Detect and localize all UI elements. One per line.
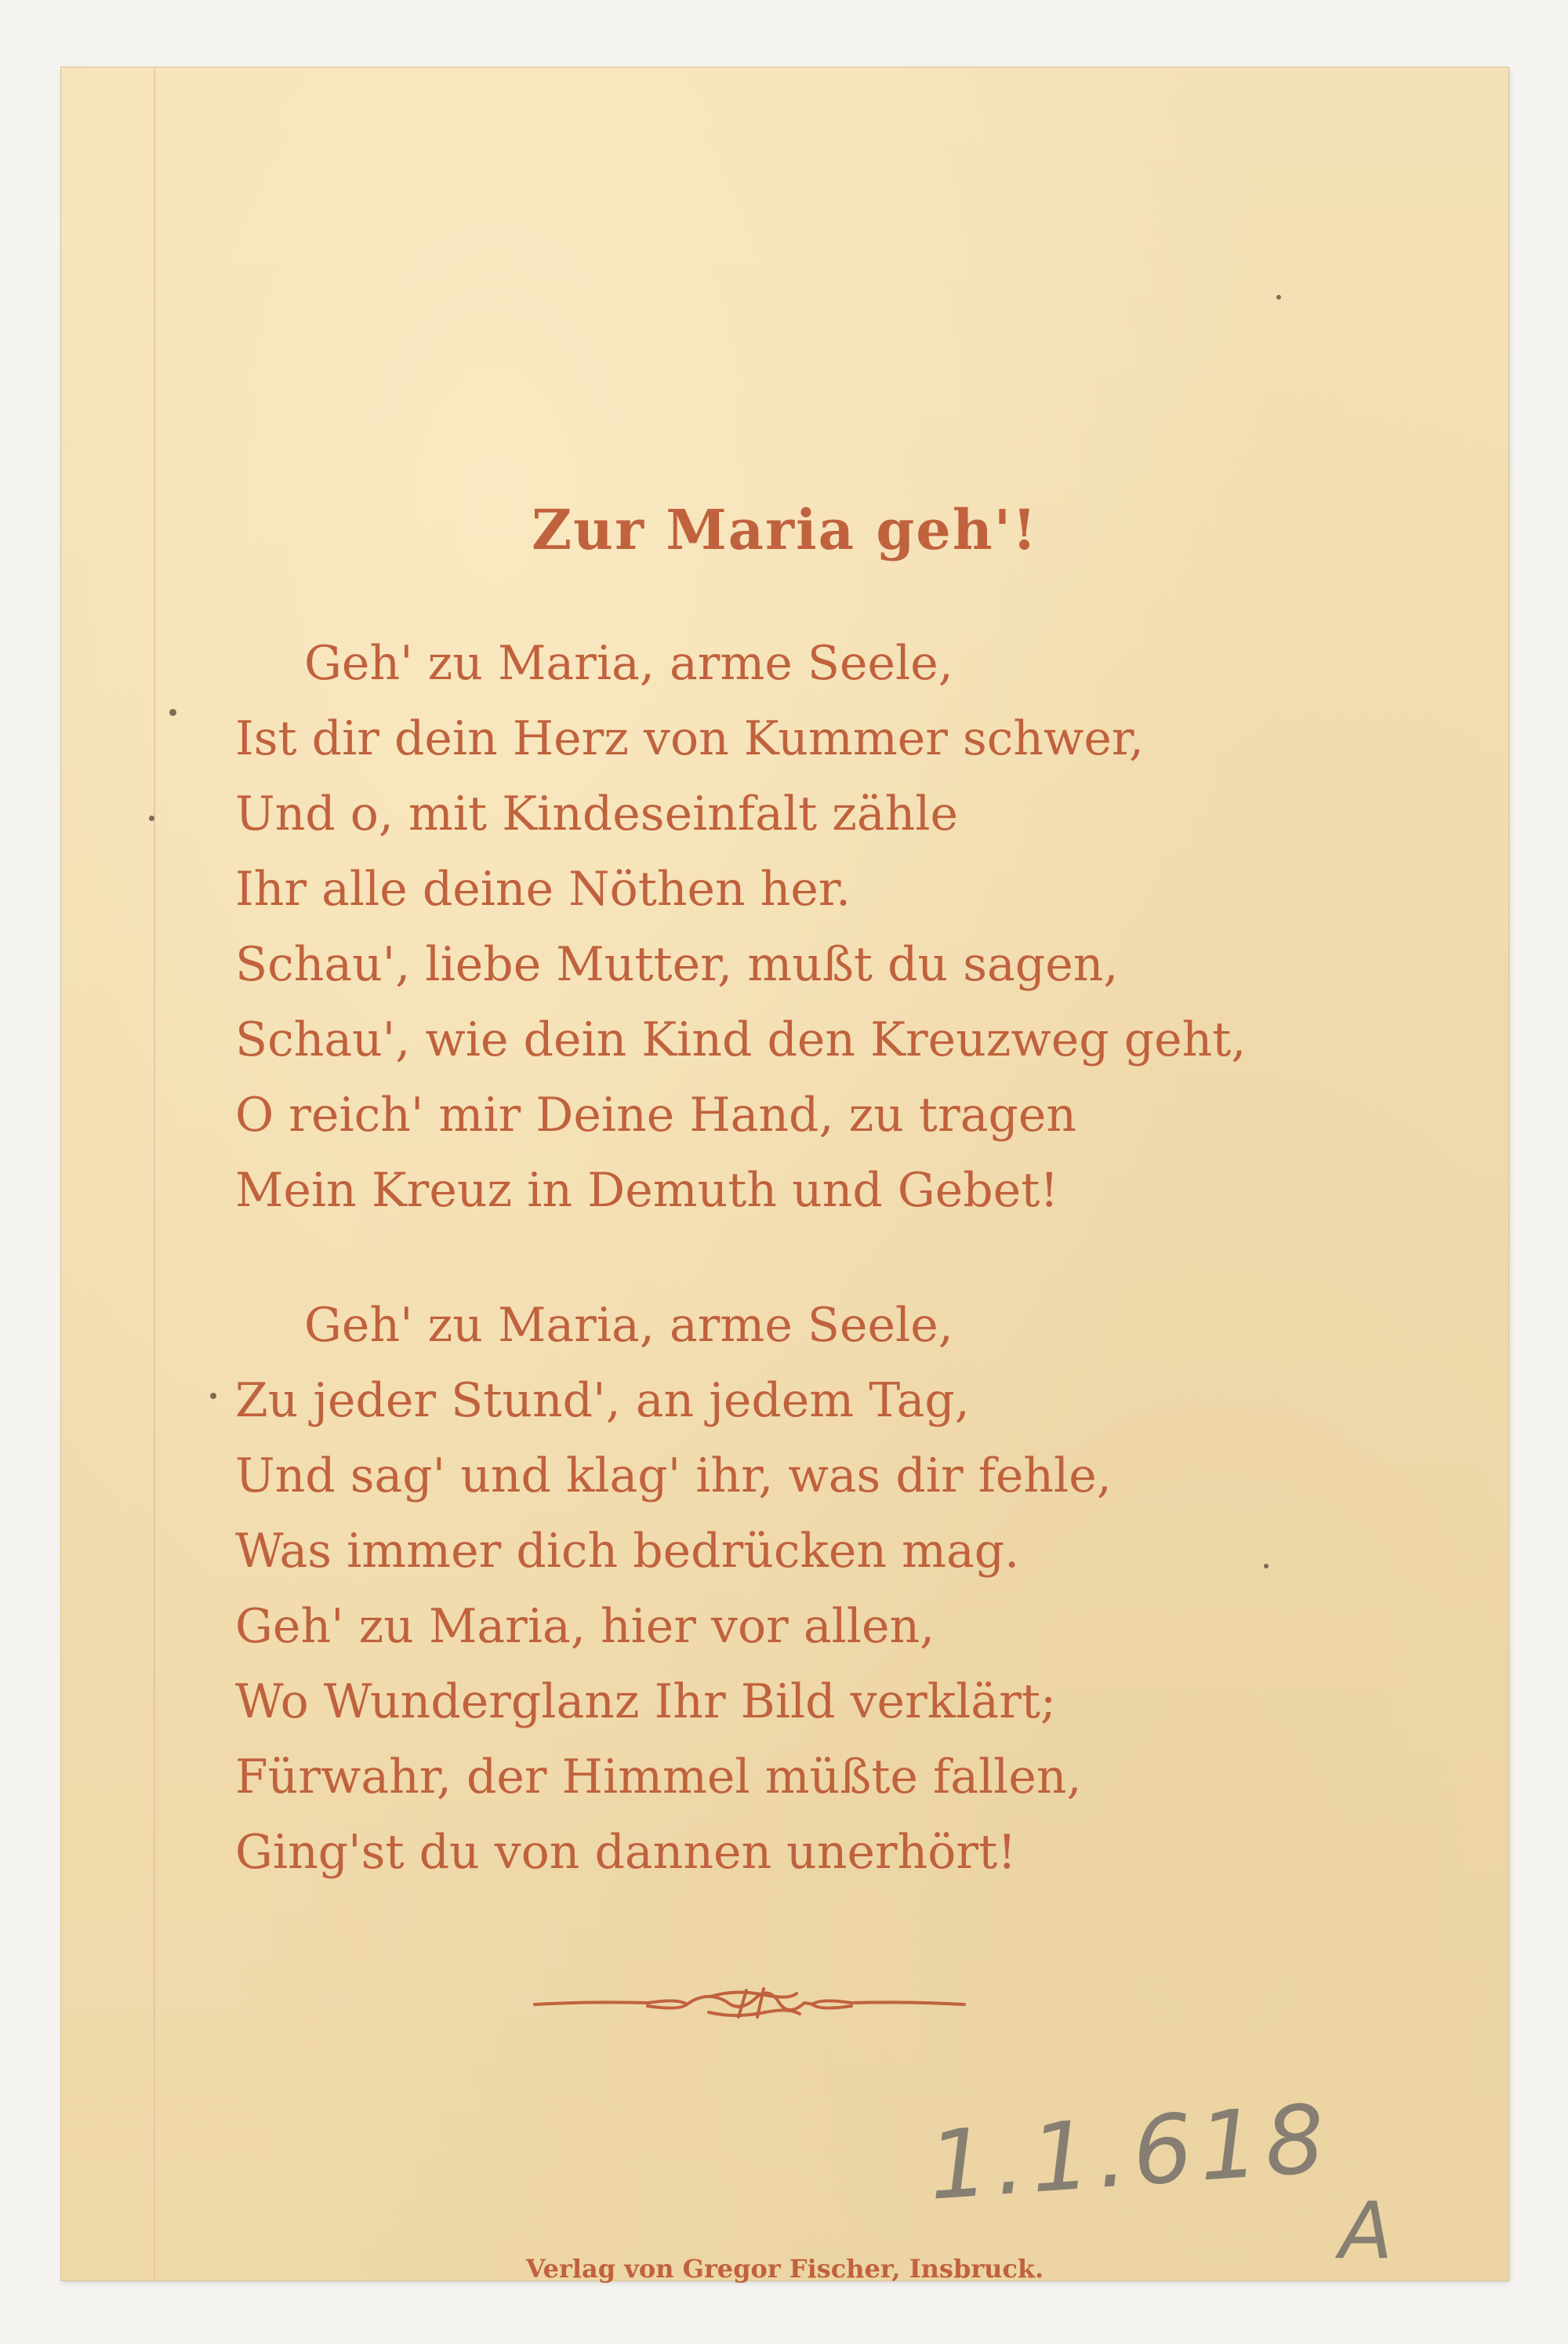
handwritten-letter: A [1339,2185,1393,2277]
poem-line: Geh' zu Maria, arme Seele, [304,636,953,691]
poem-line: Mein Kreuz in Demuth und Gebet! [235,1163,1059,1218]
paper-speck [1276,295,1281,300]
stanza-1 [235,626,1411,1228]
poem-line: Wo Wunderglanz Ihr Bild verklärt; [235,1674,1057,1729]
poem-line: Schau', wie dein Kind den Kreuzweg geht, [235,1012,1247,1067]
poem-line: Geh' zu Maria, arme Seele, [304,1298,953,1353]
poem-line: Ging'st du von dannen unerhört! [235,1825,1017,1880]
flourish-ornament-icon [530,1979,969,2026]
publisher-imprint: Verlag von Gregor Fischer, Insbruck. [525,2254,1044,2284]
poem-line: Fürwahr, der Himmel müßte fallen, [235,1750,1082,1804]
poem-title: Zur Maria geh'! [532,497,1038,562]
stanza-2 [235,1288,1411,1890]
paper-speck [1264,1564,1269,1568]
poem-line: Und o, mit Kindeseinfalt zähle [235,787,959,841]
prayer-card [61,67,1508,2284]
paper-speck [149,816,154,821]
fold-line [154,67,156,2280]
handwritten-inventory-note [924,2084,1430,2279]
poem-line: Schau', liebe Mutter, mußt du sagen, [235,937,1119,992]
handwritten-number: 1.1.618 [924,2084,1335,2222]
poem-line: Und sag' und klag' ihr, was dir fehle, [235,1448,1112,1503]
poem-line: O reich' mir Deine Hand, zu tragen [235,1088,1077,1143]
paper-speck [169,709,176,716]
poem-line: Zu jeder Stund', an jedem Tag, [235,1373,970,1428]
paper-speck [210,1393,216,1399]
poem-line: Was immer dich bedrücken mag. [235,1524,1020,1579]
poem-line: Ist dir dein Herz von Kummer schwer, [235,711,1145,766]
poem-line: Geh' zu Maria, hier vor allen, [235,1599,935,1654]
poem-line: Ihr alle deine Nöthen her. [235,862,851,917]
